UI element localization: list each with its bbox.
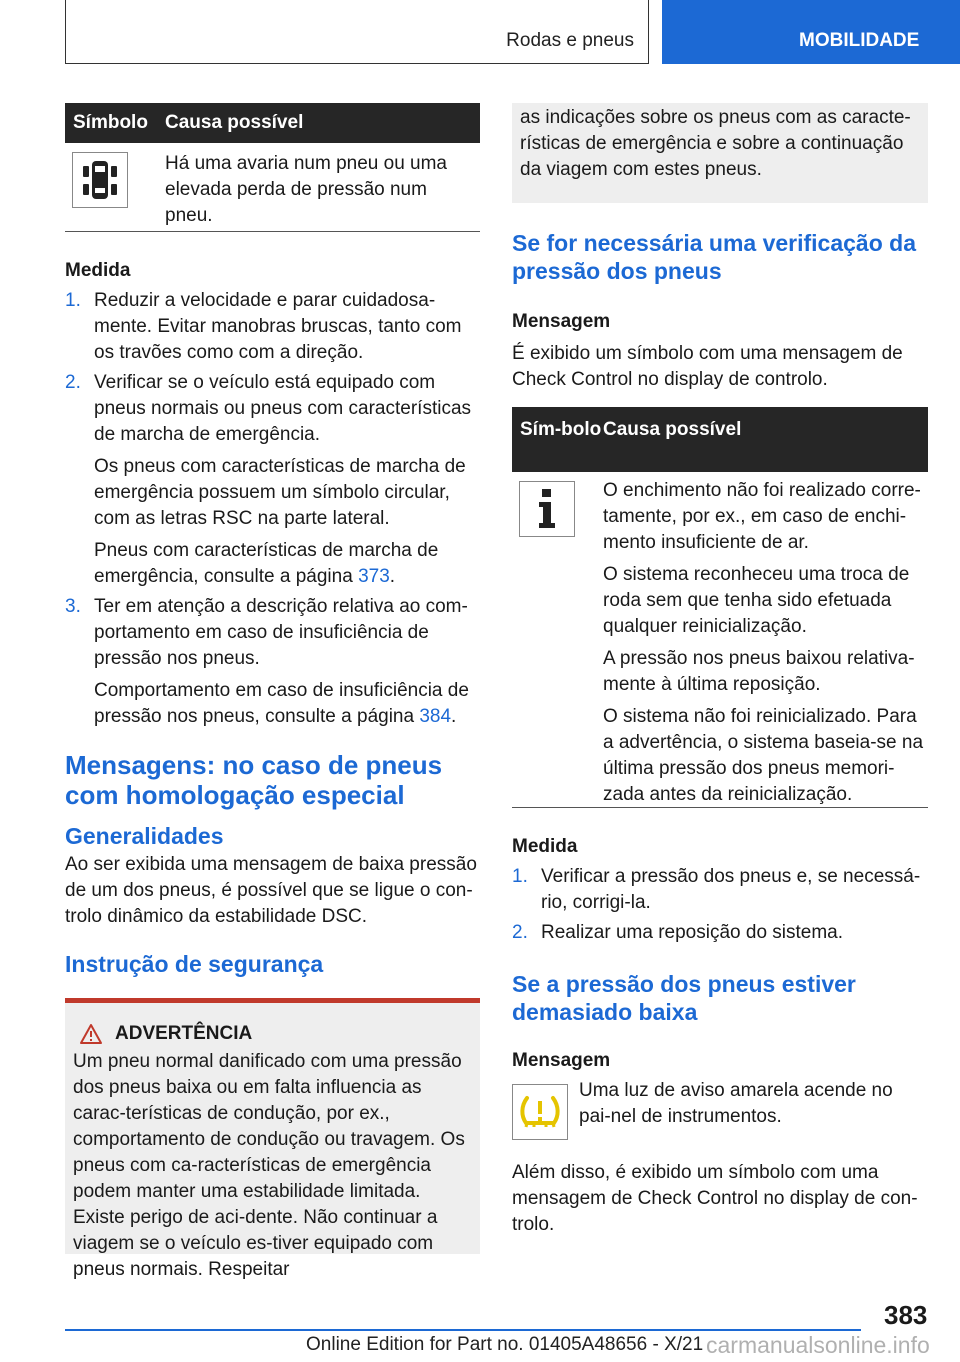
step-reference: Comportamento em caso de insuficiência de pressão nos pneus, consulte a página 384. xyxy=(94,680,469,727)
message-heading: Mensagem xyxy=(512,1050,611,1071)
step-text: Ter em atenção a descrição relativa ao com-portamento em caso de insuficiência de pressão nos pneus. xyxy=(94,596,468,669)
symbol-table-1 xyxy=(65,103,480,232)
table-header xyxy=(512,407,928,472)
col-header-symbol: Sím-bolo xyxy=(520,419,602,440)
header-frame xyxy=(65,0,649,64)
page-link-373[interactable]: 373 xyxy=(358,566,390,587)
cause-text: Há uma avaria num pneu ou uma elevada perda de pressão num pneu. xyxy=(165,153,447,226)
step-number: 1. xyxy=(65,290,81,311)
step-number: 3. xyxy=(65,596,81,617)
measure-heading: Medida xyxy=(512,836,578,857)
page-link-384[interactable]: 384 xyxy=(419,706,452,727)
header-section-title: Rodas e pneus xyxy=(506,30,634,51)
footer-edition: Online Edition for Part no. 01405A48656 - X/21 xyxy=(306,1334,704,1355)
page-number: 383 xyxy=(884,1300,928,1330)
section-heading-low-pressure: Se a pressão dos pneus estiver demasiado baixa xyxy=(512,971,856,1025)
table-header xyxy=(65,103,480,143)
step-text: Realizar uma reposição do sistema. xyxy=(541,922,844,943)
tire-pressure-warning-lamp-icon xyxy=(512,1084,568,1140)
message-heading: Mensagem xyxy=(512,311,611,332)
section-heading-special-tires: Mensagens: no caso de pneus com homologação especial xyxy=(65,750,443,810)
message-text: É exibido um símbolo com uma mensagem de Check Control no display de controlo. xyxy=(512,343,903,390)
left-column xyxy=(65,103,480,1280)
measure-steps xyxy=(512,864,928,946)
list-item xyxy=(512,864,928,916)
warning-triangle-icon xyxy=(79,1023,103,1045)
table-row xyxy=(512,472,928,808)
list-item xyxy=(65,288,480,366)
list-item xyxy=(65,370,480,590)
tire-pressure-car-icon xyxy=(72,152,128,208)
cause-text: O sistema reconheceu uma troca de roda sem que tenha sido efetuada qualquer reinicialização. xyxy=(603,564,910,637)
cause-text: O enchimento não foi realizado corre-tamente, por ex., em caso de enchi-mento insuficiente de ar. xyxy=(603,480,921,553)
header-chapter-tab: MOBILIDADE xyxy=(662,0,960,64)
step-detail: Os pneus com características de marcha de emergência possuem um símbolo circular, com as letras RSC na parte lateral. xyxy=(94,456,466,529)
step-number: 2. xyxy=(512,922,528,943)
subheading-safety: Instrução de segurança xyxy=(65,951,324,977)
lamp-row xyxy=(512,1078,928,1140)
lamp-text: Uma luz de aviso amarela acende no pai-nel de instrumentos. xyxy=(579,1080,893,1127)
warning-continuation: as indicações sobre os pneus com as caracte-rísticas de emergência e sobre a continuação da viagem com estes pneus. xyxy=(512,103,928,203)
footer-divider xyxy=(65,1329,861,1331)
list-item xyxy=(65,594,480,730)
table-row xyxy=(65,143,480,232)
step-text: Verificar se o veículo está equipado com pneus normais ou pneus com características de marcha de emergência. xyxy=(94,372,472,445)
col-header-cause: Causa possível xyxy=(603,419,742,440)
cause-text: A pressão nos pneus baixou relativa-mente à última reposição. xyxy=(603,648,915,695)
subheading-general: Generalidades xyxy=(65,823,224,849)
list-item xyxy=(512,920,928,946)
general-text: Ao ser exibida uma mensagem de baixa pressão de um dos pneus, é possível que se ligue o con-trolo dinâmico da estabilidade DSC. xyxy=(65,854,477,927)
final-text: Além disso, é exibido um símbolo com uma mensagem de Check Control no display de con-trolo. xyxy=(512,1162,918,1235)
step-text: Verificar a pressão dos pneus e, se necessá-rio, corrigi-la. xyxy=(541,866,921,913)
warning-title: ADVERTÊNCIA xyxy=(115,1023,253,1044)
col-header-symbol: Símbolo xyxy=(73,112,148,133)
footer-watermark: carmanualsonline.info xyxy=(706,1332,930,1358)
step-number: 1. xyxy=(512,866,528,887)
symbol-table-2 xyxy=(512,407,928,808)
cause-text: O sistema não foi reinicializado. Para a advertência, o sistema baseia-se na última pressão dos pneus memori-zada antes da reinicialização. xyxy=(603,706,924,805)
step-reference: Pneus com características de marcha de emergência, consulte a página 373. xyxy=(94,540,439,587)
col-header-cause: Causa possível xyxy=(165,112,304,133)
measure-steps xyxy=(65,288,480,730)
measure-heading: Medida xyxy=(65,260,131,281)
info-icon xyxy=(519,481,575,537)
section-heading-check: Se for necessária uma verificação da pressão dos pneus xyxy=(512,230,916,284)
warning-text: Um pneu normal danificado com uma pressão dos pneus baixa ou em falta influencia as carac-terísticas de condução, por ex., comportamento de condução ou travagem. Os pneus com ca-racterísticas de emergência podem manter uma estabilidade limitada. Existe perigo de aci-dente. Não continuar a viagem se o veículo es-tiver equipado com pneus normais. Respeitar xyxy=(73,1051,465,1280)
step-number: 2. xyxy=(65,372,81,393)
step-text: Reduzir a velocidade e parar cuidadosa-mente. Evitar manobras bruscas, tanto com os travões como com a direção. xyxy=(94,290,462,363)
warning-box xyxy=(65,998,480,1280)
right-column xyxy=(512,103,928,1238)
